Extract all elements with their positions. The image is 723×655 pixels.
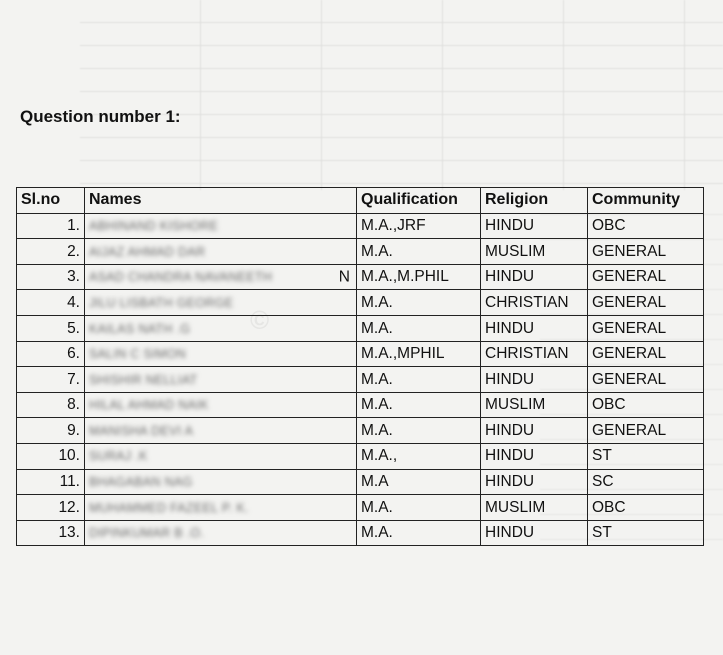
table-row [17,392,704,418]
cell-religion: HINDU [481,315,588,341]
redacted-name-text: AIJAZ AHMAD DAR [89,244,206,259]
cell-name [85,469,357,495]
name-suffix-text: N [338,268,350,286]
cell-religion: HINDU [481,520,588,546]
cell-religion: MUSLIM [481,495,588,521]
faint-watermark: © [250,305,272,335]
redacted-name-text: SALIN C SIMON [89,347,186,362]
cell-qualification: M.A. [357,315,481,341]
cell-community: ST [588,443,704,469]
header-religion: Religion [481,188,588,214]
cell-name [85,392,357,418]
table-row [17,469,704,495]
table-row [17,341,704,367]
cell-community: OBC [588,392,704,418]
cell-community: SC [588,469,704,495]
cell-religion: HINDU [481,418,588,444]
table-row [17,315,704,341]
cell-religion: HINDU [481,213,588,239]
cell-religion: HINDU [481,367,588,393]
table-row [17,418,704,444]
cell-qualification: M.A. [357,418,481,444]
redacted-name-text: MUHAMMED FAZEEL P. K. [89,500,249,515]
table-row [17,443,704,469]
redacted-name-text: ABHINAND KISHORE [89,219,219,234]
cell-religion: MUSLIM [481,239,588,265]
cell-name [85,341,357,367]
header-community: Community [588,188,704,214]
cell-sl-no: 12. [17,495,85,521]
table-row [17,495,704,521]
redacted-name-text: SURAJ .K [89,449,148,464]
redacted-name-text: BHAGABAN NAG [89,475,193,490]
header-qualification: Qualification [357,188,481,214]
cell-religion: CHRISTIAN [481,290,588,316]
table-row [17,290,704,316]
cell-community: GENERAL [588,290,704,316]
cell-sl-no: 6. [17,341,85,367]
cell-qualification: M.A. [357,495,481,521]
cell-religion: HINDU [481,469,588,495]
cell-sl-no: 3. [17,264,85,290]
cell-religion: HINDU [481,443,588,469]
redacted-name-text: MANISHA DEVI A [89,423,194,438]
cell-qualification: M.A. [357,239,481,265]
cell-religion: MUSLIM [481,392,588,418]
question-heading: Question number 1: [20,107,181,126]
next-question-heading-cut [18,646,23,655]
cell-sl-no: 9. [17,418,85,444]
cell-community: OBC [588,213,704,239]
cell-community: ST [588,520,704,546]
cell-qualification: M.A. [357,367,481,393]
cell-community: OBC [588,495,704,521]
cell-community: GENERAL [588,418,704,444]
cell-qualification: M.A.,MPHIL [357,341,481,367]
table-row [17,213,704,239]
header-names: Names [85,188,357,214]
header-sl-no: Sl.no [17,188,85,214]
table-row [17,264,704,290]
candidates-table [16,187,704,546]
cell-qualification: M.A [357,469,481,495]
bleed-through-lines [80,0,723,190]
cell-sl-no: 7. [17,367,85,393]
cell-name [85,520,357,546]
cell-sl-no: 11. [17,469,85,495]
cell-community: GENERAL [588,341,704,367]
table-row [17,239,704,265]
cell-name [85,213,357,239]
cell-religion: HINDU [481,264,588,290]
cell-sl-no: 8. [17,392,85,418]
cell-sl-no: 2. [17,239,85,265]
cell-community: GENERAL [588,239,704,265]
redacted-name-text: ASAD CHANDRA NAVANEETH [89,270,273,285]
cell-sl-no: 10. [17,443,85,469]
redacted-name-text: DIPINKUMAR B .O. [89,526,205,541]
table-row [17,520,704,546]
cell-qualification: M.A. [357,392,481,418]
table-body [17,213,704,546]
candidates-table-container [16,187,704,546]
cell-name [85,239,357,265]
cell-religion: CHRISTIAN [481,341,588,367]
cell-community: GENERAL [588,315,704,341]
cell-name [85,443,357,469]
cell-qualification: M.A. [357,290,481,316]
table-header-row [17,188,704,214]
cell-name [85,315,357,341]
cell-qualification: M.A. [357,520,481,546]
cell-name [85,418,357,444]
cell-qualification: M.A.,M.PHIL [357,264,481,290]
cell-qualification: M.A.,JRF [357,213,481,239]
cell-sl-no: 4. [17,290,85,316]
redacted-name-text: KAILAS NATH .G [89,321,191,336]
cell-name [85,264,357,290]
redacted-name-text: JILU LISBATH GEORGE [89,295,234,310]
redacted-name-text: HILAL AHMAD NAIK [89,398,209,413]
cell-community: GENERAL [588,264,704,290]
cell-sl-no: 13. [17,520,85,546]
cell-name [85,367,357,393]
cell-name [85,290,357,316]
cell-sl-no: 5. [17,315,85,341]
redacted-name-text: SHISHIR NELLIAT [89,372,198,387]
cell-qualification: M.A., [357,443,481,469]
cell-sl-no: 1. [17,213,85,239]
cell-name [85,495,357,521]
table-row [17,367,704,393]
cell-community: GENERAL [588,367,704,393]
